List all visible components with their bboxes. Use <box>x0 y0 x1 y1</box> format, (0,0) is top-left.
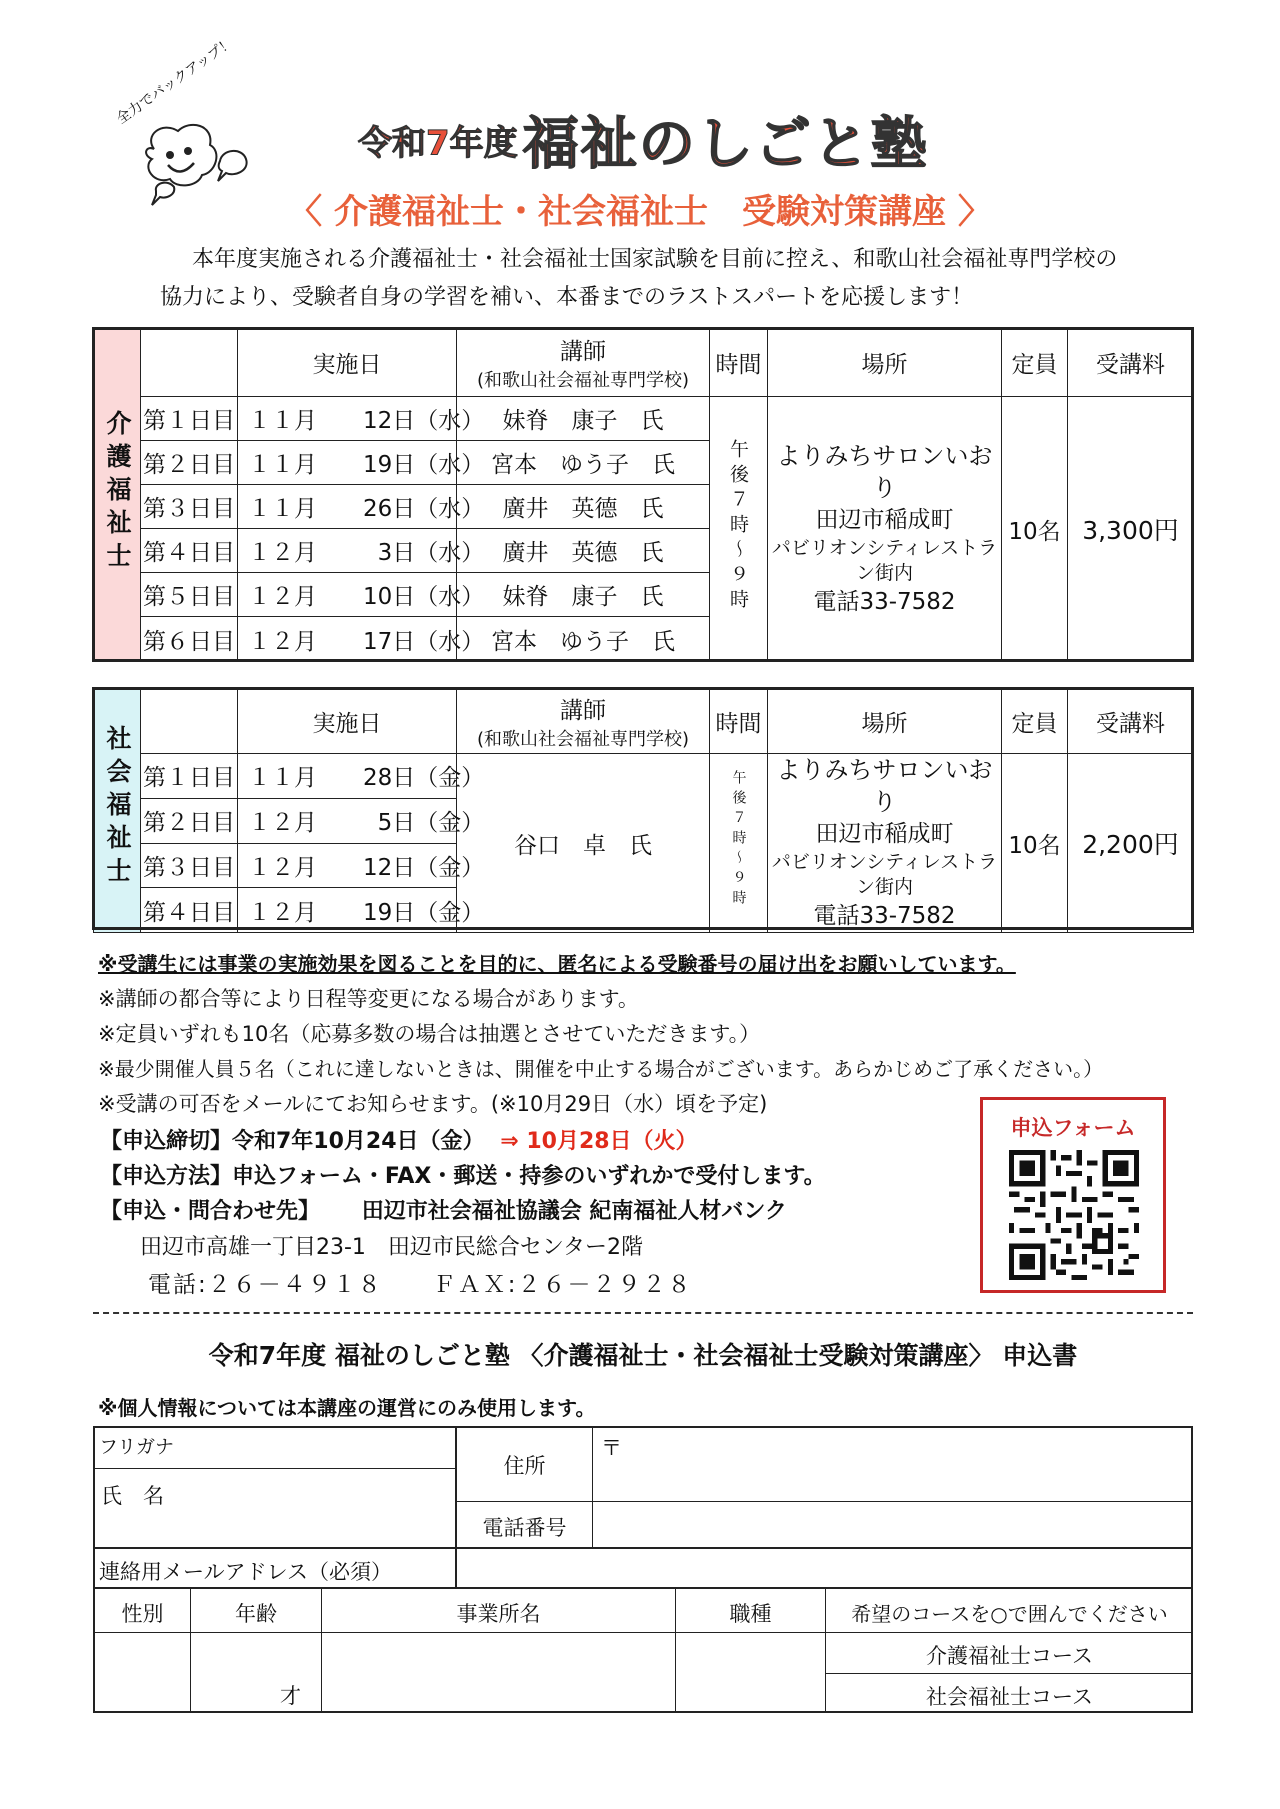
note-minimum: ※最少開催人員５名（これに達しないときは、開催を中止する場合がございます。あらかじめご了承ください。） <box>98 1057 1104 1081</box>
job-field[interactable] <box>676 1633 825 1713</box>
deadline-new: 10月28日（火） <box>526 1129 698 1154</box>
kaigo-schedule-table <box>93 328 1194 662</box>
postal-mark: 〒 <box>601 1436 622 1460</box>
col-lecturer-sub: (和歌山社会福祉専門学校) <box>476 370 690 391</box>
kaigo-lecturer: 宮本 ゆう子 氏 <box>457 441 710 485</box>
col-fee: 受講料 <box>1068 689 1194 754</box>
col-lecturer-sub: (和歌山社会福祉専門学校) <box>476 728 690 750</box>
deadline-original: 【申込締切】令和7年10月24日（金） <box>100 1129 485 1154</box>
kaigo-date: １１月 19日（水） <box>238 441 457 485</box>
col-time: 時間 <box>710 689 768 754</box>
qr-box-title: 申込フォーム <box>1010 1116 1136 1140</box>
page-subtitle: 〈 介護福祉士・社会福祉士 受験対策講座 〉 <box>288 192 992 232</box>
course-prompt: 希望のコースを○で囲んでください <box>851 1602 1168 1626</box>
shakai-date: １２月 19日（金） <box>238 888 457 933</box>
contact-line <box>100 1194 787 1225</box>
shakai-time <box>710 754 768 933</box>
kaigo-time-text: 午後７時〜９時 <box>727 438 749 614</box>
shakai-place-addr1: 田辺市稲成町 <box>815 820 954 847</box>
note-notification: ※受講の可否をメールにてお知らせます。(※10月29日（水）頃を予定) <box>98 1092 768 1116</box>
kaigo-lecturer: 廣井 英德 氏 <box>457 485 710 529</box>
kaigo-place-tel: 電話33-7582 <box>813 589 956 616</box>
kaigo-day: 第１日目 <box>141 397 238 441</box>
address-label: 住所 <box>503 1454 546 1478</box>
kaigo-date: １２月 17日（水） <box>238 617 457 662</box>
kaigo-lecturer: 妹脊 康子 氏 <box>457 397 710 441</box>
address-field[interactable] <box>593 1428 1193 1501</box>
col-lecturer-label: 講師 <box>560 339 606 365</box>
kaigo-lecturer: 宮本 ゆう子 氏 <box>457 617 710 662</box>
workplace-label: 事業所名 <box>456 1602 541 1626</box>
kaigo-lecturer: 廣井 英德 氏 <box>457 529 710 573</box>
shakai-course-label <box>94 689 141 933</box>
furigana-label: フリガナ <box>99 1436 175 1458</box>
qr-code-icon[interactable] <box>1009 1150 1139 1280</box>
kaigo-day: 第６日目 <box>141 617 238 662</box>
kaigo-day: 第５日目 <box>141 573 238 617</box>
kaigo-date: １１月 26日（水） <box>238 485 457 529</box>
kaigo-course-label <box>94 329 141 662</box>
shakai-day: 第２日目 <box>141 798 238 843</box>
course-option-shakai[interactable]: 社会福祉士コース <box>926 1685 1093 1709</box>
workplace-field[interactable] <box>322 1633 675 1713</box>
job-label: 職種 <box>729 1602 772 1626</box>
divider <box>95 1587 1193 1589</box>
page-title <box>358 100 929 180</box>
contact-org: 田辺市社会福祉協議会 紀南福祉人材バンク <box>361 1199 787 1224</box>
kaigo-date: １１月 12日（水） <box>238 397 457 441</box>
col-place: 場所 <box>768 329 1002 397</box>
application-method: 【申込方法】申込フォーム・FAX・郵送・持参のいずれかで受付します。 <box>100 1164 826 1189</box>
shakai-schedule-table <box>93 688 1194 933</box>
shakai-date: １２月 12日（金） <box>238 843 457 888</box>
note-schedule-change: ※講師の都合等により日程等変更になる場合があります。 <box>98 987 639 1011</box>
shakai-capacity: 10名 <box>1002 754 1068 933</box>
contact-phone: 電話:２６－４９１８ ＦＡＸ:２６－２９２８ <box>148 1272 693 1298</box>
age-unit: 才 <box>280 1684 301 1708</box>
shakai-place-tel: 電話33-7582 <box>813 903 956 930</box>
kaigo-fee: 3,300円 <box>1068 397 1194 662</box>
col-lecturer <box>457 689 710 754</box>
privacy-note: ※個人情報については本講座の運営にのみ使用します。 <box>98 1396 596 1420</box>
kaigo-place-name: よりみちサロンいおり <box>776 441 993 503</box>
shakai-date: １２月 5日（金） <box>238 798 457 843</box>
shakai-day: 第４日目 <box>141 888 238 933</box>
deadline-line <box>100 1124 698 1155</box>
contact-address: 田辺市高雄一丁目23-1 田辺市民総合センター2階 <box>140 1235 644 1260</box>
application-form <box>93 1426 1193 1713</box>
kaigo-time <box>710 397 768 662</box>
shakai-day: 第１日目 <box>141 754 238 799</box>
shakai-place <box>768 754 1002 933</box>
kaigo-day: 第４日目 <box>141 529 238 573</box>
kaigo-date: １２月 10日（水） <box>238 573 457 617</box>
shakai-fee: 2,200円 <box>1068 754 1194 933</box>
phone-label: 電話番号 <box>482 1516 567 1540</box>
kaigo-lecturer: 妹脊 康子 氏 <box>457 573 710 617</box>
furigana-field[interactable] <box>95 1428 455 1468</box>
col-place: 場所 <box>768 689 1002 754</box>
kaigo-course-text: 介護福祉士 <box>103 409 132 575</box>
intro-line-2: 協力により、受験者自身の学習を補い、本番までのラストスパートを応援します！ <box>160 285 974 310</box>
cut-line-divider <box>93 1312 1193 1314</box>
shakai-time-text: 午後７時〜９時 <box>730 770 747 911</box>
kaigo-date: １２月 3日（水） <box>238 529 457 573</box>
mascot-slogan: 全力でバックアップ！ <box>113 34 237 128</box>
kaigo-place <box>768 397 1002 662</box>
shakai-lecturer: 谷口 卓 氏 <box>457 754 710 933</box>
application-form-qr-box[interactable] <box>980 1097 1166 1293</box>
title-year: 令和7年度 <box>358 123 518 164</box>
name-field[interactable] <box>95 1469 455 1547</box>
shakai-place-addr2: パビリオンシティレストラン街内 <box>771 850 998 899</box>
col-capacity: 定員 <box>1002 329 1068 397</box>
phone-field[interactable] <box>593 1502 1193 1547</box>
email-field[interactable] <box>457 1549 1193 1587</box>
col-capacity: 定員 <box>1002 689 1068 754</box>
course-option-kaigo[interactable]: 介護福祉士コース <box>926 1644 1093 1668</box>
age-label: 年齢 <box>235 1602 277 1626</box>
shakai-course-text: 社会福祉士 <box>103 725 132 891</box>
form-title: 令和7年度 福祉のしごと塾 〈介護福祉士・社会福祉士受験対策講座〉 申込書 <box>208 1341 1078 1370</box>
col-lecturer-label: 講師 <box>560 697 606 724</box>
col-fee: 受講料 <box>1068 329 1194 397</box>
kaigo-capacity: 10名 <box>1002 397 1068 662</box>
contact-label: 【申込・問合わせ先】 <box>100 1199 321 1224</box>
note-capacity: ※定員いずれも10名（応募多数の場合は抽選とさせていただきます。） <box>98 1022 761 1046</box>
shakai-place-name: よりみちサロンいおり <box>776 756 993 817</box>
deadline-arrow-icon: ⇒ <box>500 1129 519 1154</box>
col-date: 実施日 <box>238 329 457 397</box>
gender-label: 性別 <box>121 1602 164 1626</box>
kaigo-day: 第３日目 <box>141 485 238 529</box>
shakai-day: 第３日目 <box>141 843 238 888</box>
shakai-date: １１月 28日（金） <box>238 754 457 799</box>
kaigo-place-addr2: パビリオンシティレストラン街内 <box>771 536 998 585</box>
name-label: 氏 名 <box>101 1484 164 1508</box>
kaigo-day: 第２日目 <box>141 441 238 485</box>
intro-line-1: 本年度実施される介護福祉士・社会福祉士国家試験を目前に控え、和歌山社会福祉専門学校の <box>192 247 1118 272</box>
divider <box>825 1673 1193 1674</box>
col-time: 時間 <box>710 329 768 397</box>
email-label: 連絡用メールアドレス（必須） <box>99 1560 392 1584</box>
kaigo-place-addr1: 田辺市稲成町 <box>815 506 954 533</box>
col-lecturer <box>457 329 710 397</box>
col-date: 実施日 <box>238 689 457 754</box>
gender-field[interactable] <box>95 1633 190 1713</box>
age-field[interactable] <box>191 1633 321 1713</box>
title-main: 福祉のしごと塾 <box>522 112 929 177</box>
note-anonymous: ※受講生には事業の実施効果を図ることを目的に、匿名による受験番号の届け出をお願いしています。 <box>98 952 1016 976</box>
